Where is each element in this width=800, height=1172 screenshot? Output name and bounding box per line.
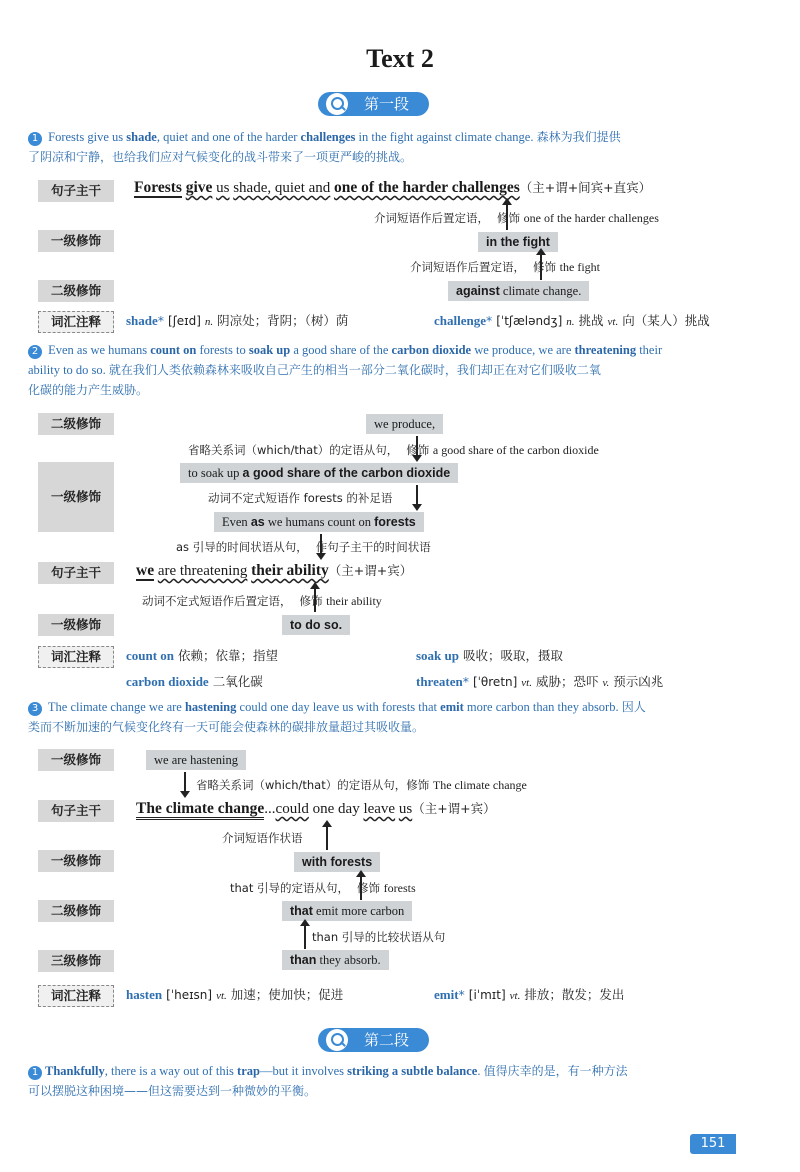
annotation: 介词短语作后置定语， 修饰 the fight [410, 260, 600, 274]
sentence-1: 1 Forests give us shade, quiet and one of the harder challenges in the fight against climate change. 森林为我们提供 了阴凉和宁静，也给我们应对气候变化的战斗带来了一项更严峻的挑战。 [28, 130, 621, 164]
vocab-entry-shade: shade* [ʃeɪd] n. 阴凉处；背阴；（树）荫 [126, 313, 349, 328]
search-icon [326, 1029, 348, 1051]
label-level-1: 一级修饰 [38, 850, 114, 872]
modifier-box: that emit more carbon [282, 901, 412, 921]
arrow-down [416, 485, 418, 505]
modifier-box: in the fight [478, 232, 558, 252]
label-level-1: 一级修饰 [38, 749, 114, 771]
arrow-up [326, 826, 328, 850]
modifier-box: we produce, [366, 414, 443, 434]
annotation: 动词不定式短语作 forests 的补足语 [208, 491, 393, 505]
annotation: 省略关系词（which/that）的定语从句， 修饰 a good share of the carbon dioxide [188, 443, 599, 457]
vocab-entry-emit: emit* [iˈmɪt] vt. 排放；散发；发出 [434, 987, 625, 1002]
vocab-entry-count-on: count on 依赖；依靠；指望 [126, 648, 279, 663]
modifier-box: to do so. [282, 615, 350, 635]
sentence-4: 1 Thankfully, there is a way out of this trap—but it involves striking a subtle balance. 值得庆幸的是，有一种方法 可以摆脱这种困境——但这需要达到一种微妙的平衡。 [28, 1064, 628, 1098]
modifier-box: against climate change. [448, 281, 589, 301]
label-main: 句子主干 [38, 800, 114, 822]
label-level-2: 二级修饰 [38, 900, 114, 922]
page-title: Text 2 [366, 44, 434, 73]
annotation: 动词不定式短语作后置定语， 修饰 their ability [142, 594, 382, 608]
annotation: 介词短语作状语 [222, 831, 303, 845]
annotation: 介词短语作后置定语， 修饰 one of the harder challenges [374, 211, 659, 225]
section-header-1: 第一段 [318, 92, 429, 116]
annotation: as 引导的时间状语从句， 作句子主干的时间状语 [176, 540, 431, 554]
label-vocab: 词汇注释 [38, 985, 114, 1007]
label-main: 句子主干 [38, 180, 114, 202]
modifier-box: Even as we humans count on forests [214, 512, 424, 532]
sentence-2-main: we are threatening their ability（主+谓+宾） [136, 562, 413, 579]
sentence-3-main: The climate change...could one day leave us（主+谓+宾） [136, 798, 496, 820]
annotation: 省略关系词（which/that）的定语从句，修饰 The climate change [196, 778, 527, 792]
modifier-box: than they absorb. [282, 950, 389, 970]
page-number: 151 [690, 1134, 736, 1154]
vocab-entry-carbon-dioxide: carbon dioxide 二氧化碳 [126, 674, 263, 689]
label-level-3: 三级修饰 [38, 950, 114, 972]
label-level-2: 二级修饰 [38, 280, 114, 302]
vocab-entry-challenge: challenge* [ˈtʃæləndʒ] n. 挑战 vt. 向（某人）挑战 [434, 313, 710, 328]
label-vocab: 词汇注释 [38, 311, 114, 333]
section-header-2: 第二段 [318, 1028, 429, 1052]
label-main: 句子主干 [38, 562, 114, 584]
label-level-1: 一级修饰 [38, 614, 114, 636]
sentence-3: 3 The climate change we are hastening could one day leave us with forests that emit more carbon than they absorb. 因人 类而不断加速的气候变化终有一天可能会使森林的碳排放量超过其吸收量。 [28, 700, 646, 734]
vocab-entry-threaten: threaten* [ˈθretn] vt. 威胁；恐吓 v. 预示凶兆 [416, 674, 664, 689]
label-level-2: 二级修饰 [38, 413, 114, 435]
annotation: than 引导的比较状语从句 [312, 930, 446, 944]
sentence-1-main: Forests give us shade, quiet and one of the harder challenges（主+谓+间宾+直宾） [134, 179, 652, 196]
arrow-down [184, 772, 186, 792]
modifier-box: we are hastening [146, 750, 246, 770]
sentence-2: 2 Even as we humans count on forests to soak up a good share of the carbon dioxide we produce, we are threatening their ability to do so. 就在我们人类依赖森林来吸收自己产生的相当一部分二氧化碳时，我们却正在对它们吸收二氧 化碳的能力产生威胁。 [28, 343, 663, 397]
search-icon [326, 93, 348, 115]
arrow-up [304, 925, 306, 949]
vocab-entry-soak-up: soak up 吸收；吸取，摄取 [416, 648, 563, 663]
vocab-entry-hasten: hasten [ˈheɪsn] vt. 加速；使加快；促进 [126, 987, 344, 1002]
modifier-box: to soak up a good share of the carbon dioxide [180, 463, 458, 483]
label-vocab: 词汇注释 [38, 646, 114, 668]
label-level-1: 一级修饰 [38, 462, 114, 532]
modifier-box: with forests [294, 852, 380, 872]
annotation: that 引导的定语从句， 修饰 forests [230, 881, 416, 895]
label-level-1: 一级修饰 [38, 230, 114, 252]
